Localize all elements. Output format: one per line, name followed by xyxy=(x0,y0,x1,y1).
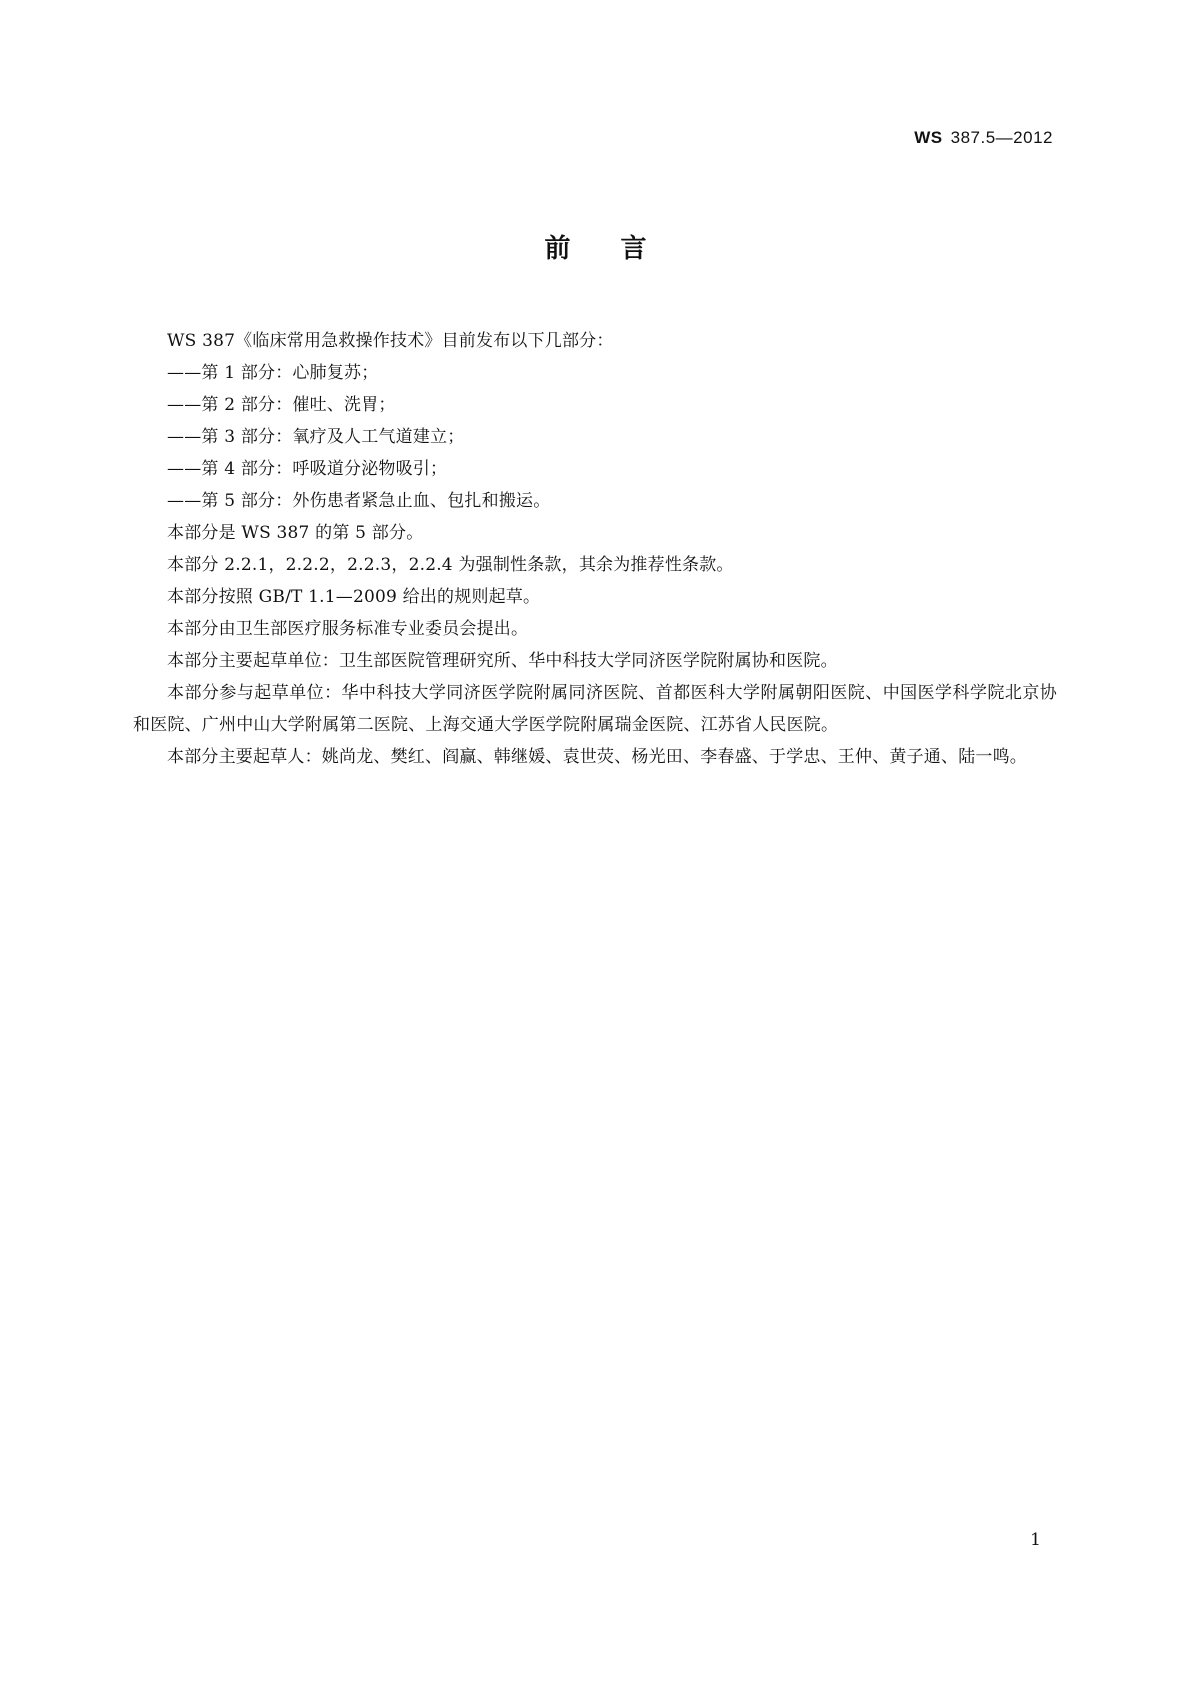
part-list-item: ——第 5 部分：外伤患者紧急止血、包扎和搬运。 xyxy=(167,491,551,511)
document-code xyxy=(914,128,1053,148)
document-code-prefix: WS xyxy=(914,128,943,147)
part-list-item: ——第 1 部分：心肺复苏； xyxy=(167,363,379,383)
mandatory-clauses: 本部分 2.2.1，2.2.2，2.2.3，2.2.4 为强制性条款，其余为推荐性条款。 xyxy=(167,555,734,575)
document-code-number: 387.5—2012 xyxy=(950,128,1053,147)
part-list-item: ——第 3 部分：氧疗及人工气道建立； xyxy=(167,427,465,447)
page-title: 前言 xyxy=(544,234,697,264)
intro-paragraph: WS 387《临床常用急救操作技术》目前发布以下几部分： xyxy=(167,331,614,351)
part-list-item: ——第 2 部分：催吐、洗胃； xyxy=(167,395,396,415)
main-drafters: 本部分主要起草人：姚尚龙、樊红、阎赢、韩继媛、袁世荧、杨光田、李春盛、于学忠、王仲、黄子通、陆一鸣。 xyxy=(167,747,1027,767)
participating-units: 本部分参与起草单位：华中科技大学同济医学院附属同济医院、首都医科大学附属朝阳医院、中国医学科学院北京协和医院、广州中山大学附属第二医院、上海交通大学医学院附属瑞金医院、江苏省人民医院。 xyxy=(133,683,1057,735)
main-drafting-units: 本部分主要起草单位：卫生部医院管理研究所、华中科技大学同济医学院附属协和医院。 xyxy=(167,651,838,671)
page-number: 1 xyxy=(1030,1530,1041,1550)
foreword-body xyxy=(133,325,1057,773)
part-statement: 本部分是 WS 387 的第 5 部分。 xyxy=(167,523,424,543)
part-list-item: ——第 4 部分：呼吸道分泌物吸引； xyxy=(167,459,448,479)
drafting-rules: 本部分按照 GB/T 1.1—2009 给出的规则起草。 xyxy=(167,587,541,607)
proposer: 本部分由卫生部医疗服务标准专业委员会提出。 xyxy=(167,619,529,639)
